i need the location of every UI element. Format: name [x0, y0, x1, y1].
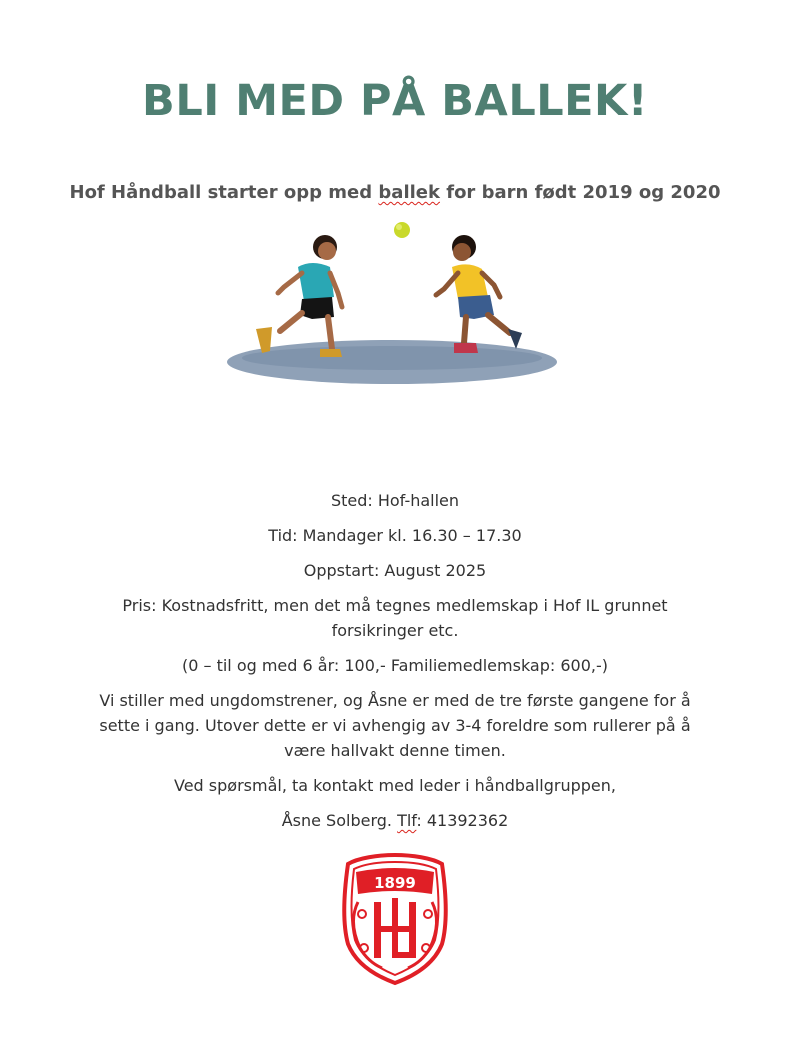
event-info — [95, 488, 695, 843]
info-membership: (0 – til og med 6 år: 100,- Familiemedlemskap: 600,-) — [181, 656, 609, 675]
subtitle-underlined-word: ballek — [378, 182, 440, 203]
contact-tlf-label: Tlf — [397, 811, 417, 830]
flyer-subtitle — [0, 182, 790, 203]
children-playing-ball-illustration — [220, 215, 565, 395]
info-start: Oppstart: August 2025 — [303, 561, 487, 580]
subtitle-text-start: Hof Håndball starter opp med — [69, 182, 379, 203]
info-trainer: Vi stiller med ungdomstrener, og Åsne er med de tre første gangene for å sette i gang. Utover dette er vi avhengig av 3-4 foreldre som rullerer på å være hallvakt denne timen. — [99, 691, 691, 760]
info-contact — [95, 808, 695, 833]
info-place: Sted: Hof-hallen — [330, 491, 460, 510]
hof-il-club-logo — [338, 852, 452, 986]
flyer-title: BLI MED PÅ BALLEK! — [142, 76, 648, 126]
logo-year: 1899 — [374, 874, 416, 892]
info-questions: Ved spørsmål, ta kontakt med leder i håndballgruppen, — [174, 776, 616, 795]
info-price: Pris: Kostnadsfritt, men det må tegnes medlemskap i Hof IL grunnet forsikringer etc. — [122, 596, 668, 640]
right-child-figure — [436, 235, 522, 353]
info-time: Tid: Mandager kl. 16.30 – 17.30 — [268, 526, 522, 545]
ball-icon — [394, 222, 410, 238]
contact-name: Åsne Solberg. — [281, 811, 398, 830]
left-child-figure — [256, 235, 342, 357]
subtitle-text-end: for barn født 2019 og 2020 — [439, 182, 721, 203]
contact-number: : 41392362 — [416, 811, 509, 830]
